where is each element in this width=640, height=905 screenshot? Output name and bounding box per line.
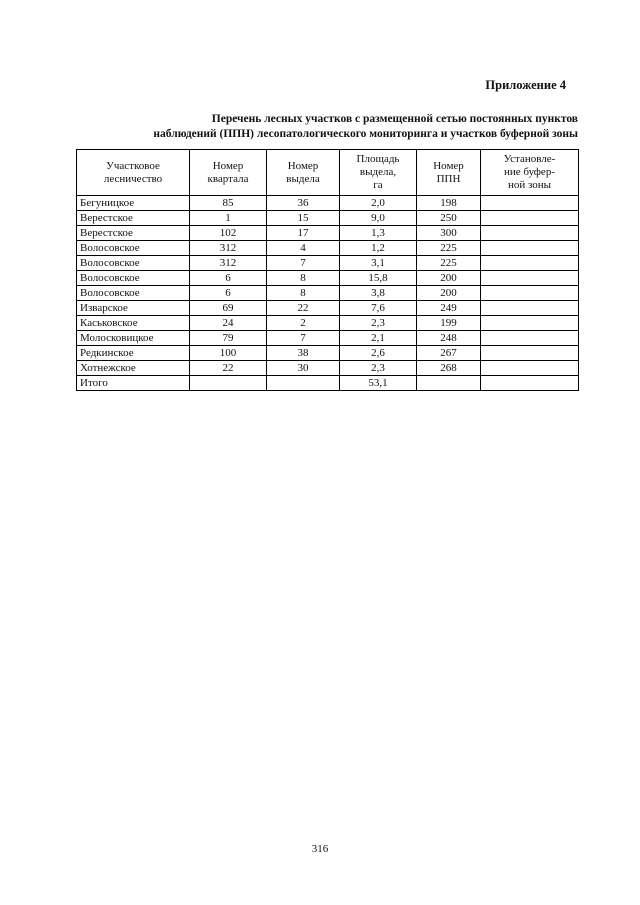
table-row: [77, 256, 579, 271]
table-row: [77, 361, 579, 376]
cell-area: 2,0: [340, 196, 417, 211]
cell-buffer: [481, 331, 579, 346]
cell-section: 17: [267, 226, 340, 241]
cell-buffer: [481, 211, 579, 226]
cell-buffer: [481, 196, 579, 211]
cell-ppn: 200: [417, 286, 481, 301]
cell-buffer: [481, 256, 579, 271]
cell-section: [267, 376, 340, 391]
cell-forestry: Волосовское: [77, 256, 190, 271]
cell-ppn: 249: [417, 301, 481, 316]
cell-quarter: [190, 376, 267, 391]
cell-area: 7,6: [340, 301, 417, 316]
header-forestry: Участковое лесничество: [77, 150, 190, 196]
document-title: [66, 112, 578, 142]
cell-section: 30: [267, 361, 340, 376]
cell-ppn: 199: [417, 316, 481, 331]
cell-quarter: 1: [190, 211, 267, 226]
cell-forestry: Волосовское: [77, 286, 190, 301]
cell-section: 38: [267, 346, 340, 361]
cell-forestry: Верестское: [77, 211, 190, 226]
cell-area: 1,3: [340, 226, 417, 241]
cell-area: 9,0: [340, 211, 417, 226]
cell-forestry: Хотнежское: [77, 361, 190, 376]
header-area: Площадь выдела, га: [340, 150, 417, 196]
cell-buffer: [481, 286, 579, 301]
table-row: [77, 316, 579, 331]
cell-ppn: 198: [417, 196, 481, 211]
cell-quarter: 100: [190, 346, 267, 361]
total-row: [77, 376, 579, 391]
cell-quarter: 102: [190, 226, 267, 241]
cell-section: 15: [267, 211, 340, 226]
cell-area: 3,8: [340, 286, 417, 301]
table-row: [77, 226, 579, 241]
cell-section: 22: [267, 301, 340, 316]
cell-ppn: 248: [417, 331, 481, 346]
header-buffer: Установле- ние буфер- ной зоны: [481, 150, 579, 196]
cell-buffer: [481, 226, 579, 241]
cell-buffer: [481, 316, 579, 331]
cell-buffer: [481, 346, 579, 361]
cell-quarter: 24: [190, 316, 267, 331]
cell-ppn: 225: [417, 256, 481, 271]
table-header-row: [77, 150, 579, 196]
page-number: 316: [311, 843, 329, 855]
title-line-1: Перечень лесных участков с размещенной сетью постоянных пунктов: [211, 113, 578, 125]
cell-forestry: Молосковицкое: [77, 331, 190, 346]
cell-forestry: Каськовское: [77, 316, 190, 331]
cell-section: 2: [267, 316, 340, 331]
cell-ppn: [417, 376, 481, 391]
cell-quarter: 6: [190, 271, 267, 286]
total-label: Итого: [77, 376, 190, 391]
table-row: [77, 286, 579, 301]
cell-quarter: 312: [190, 241, 267, 256]
header-quarter: Номер квартала: [190, 150, 267, 196]
cell-area: 2,1: [340, 331, 417, 346]
appendix-label: Приложение 4: [485, 78, 566, 92]
cell-forestry: Редкинское: [77, 346, 190, 361]
cell-quarter: 312: [190, 256, 267, 271]
table-row: [77, 241, 579, 256]
table-row: [77, 331, 579, 346]
cell-section: 4: [267, 241, 340, 256]
cell-ppn: 200: [417, 271, 481, 286]
cell-section: 8: [267, 286, 340, 301]
cell-area: 3,1: [340, 256, 417, 271]
forest-plots-table: [76, 149, 579, 391]
cell-section: 7: [267, 256, 340, 271]
cell-buffer: [481, 241, 579, 256]
cell-ppn: 225: [417, 241, 481, 256]
cell-buffer: [481, 271, 579, 286]
cell-area: 1,2: [340, 241, 417, 256]
cell-buffer: [481, 361, 579, 376]
header-section: Номер выдела: [267, 150, 340, 196]
cell-forestry: Бегуницкое: [77, 196, 190, 211]
table-row: [77, 301, 579, 316]
cell-ppn: 267: [417, 346, 481, 361]
cell-quarter: 85: [190, 196, 267, 211]
title-line-2: наблюдений (ППН) лесопатологического мониторинга и участков буферной зоны: [153, 128, 578, 140]
cell-section: 7: [267, 331, 340, 346]
cell-area: 2,3: [340, 316, 417, 331]
cell-section: 8: [267, 271, 340, 286]
cell-area: 2,6: [340, 346, 417, 361]
table-body: [77, 196, 579, 391]
table-row: [77, 346, 579, 361]
cell-buffer: [481, 376, 579, 391]
cell-ppn: 300: [417, 226, 481, 241]
cell-ppn: 268: [417, 361, 481, 376]
header-ppn: Номер ППН: [417, 150, 481, 196]
table-row: [77, 211, 579, 226]
cell-forestry: Волосовское: [77, 241, 190, 256]
cell-quarter: 79: [190, 331, 267, 346]
cell-buffer: [481, 301, 579, 316]
table-row: [77, 271, 579, 286]
cell-area: 2,3: [340, 361, 417, 376]
cell-forestry: Верестское: [77, 226, 190, 241]
cell-ppn: 250: [417, 211, 481, 226]
cell-quarter: 69: [190, 301, 267, 316]
cell-section: 36: [267, 196, 340, 211]
cell-forestry: Волосовское: [77, 271, 190, 286]
cell-area: 15,8: [340, 271, 417, 286]
total-area: 53,1: [340, 376, 417, 391]
cell-forestry: Изварское: [77, 301, 190, 316]
cell-quarter: 22: [190, 361, 267, 376]
table-row: [77, 196, 579, 211]
cell-quarter: 6: [190, 286, 267, 301]
